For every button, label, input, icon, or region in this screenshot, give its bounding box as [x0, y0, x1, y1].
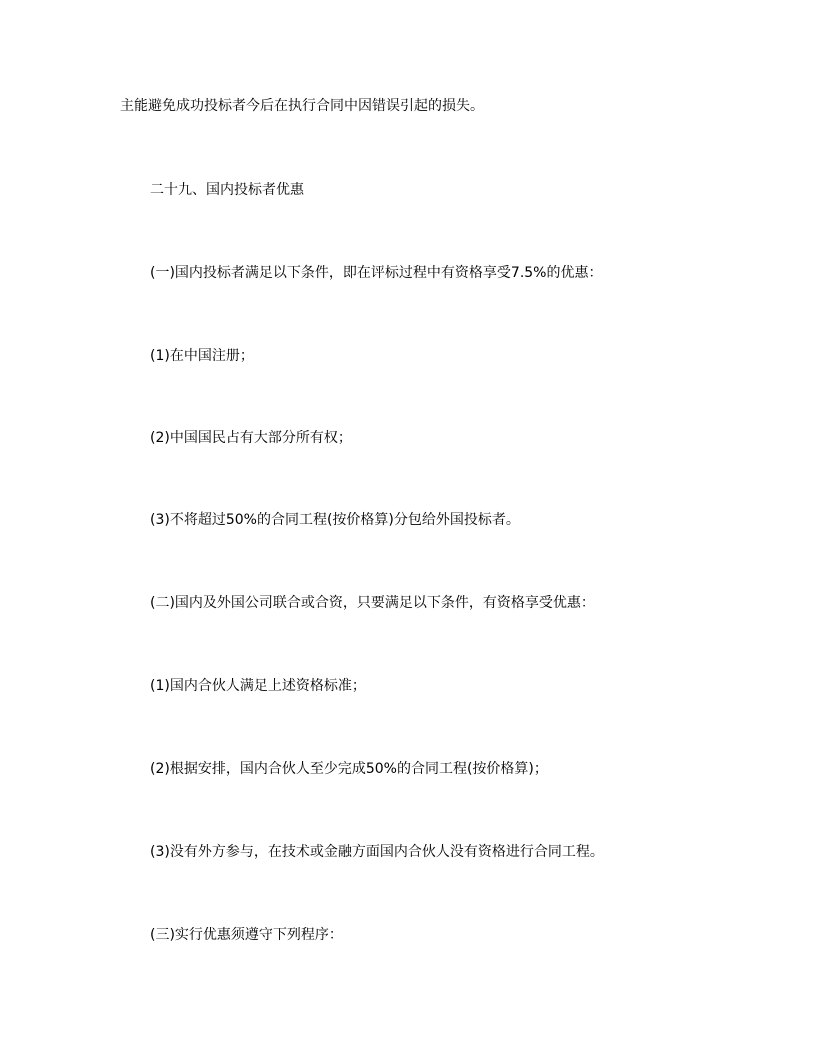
clause-1-item-2: (2)中国国民占有大部分所有权； [150, 430, 352, 446]
clause-1-item-1: (1)在中国注册； [150, 348, 254, 364]
clause-2-item-1: (1)国内合伙人满足上述资格标准； [150, 678, 366, 694]
clause-1: (一)国内投标者满足以下条件，即在评标过程中有资格享受7.5%的优惠： [150, 265, 603, 281]
clause-3: (三)实行优惠须遵守下列程序： [150, 927, 343, 943]
paragraph-continuation: 主能避免成功投标者今后在执行合同中因错误引起的损失。 [120, 98, 484, 114]
clause-2-item-3: (3)没有外方参与，在技术或金融方面国内合伙人没有资格进行合同工程。 [150, 844, 604, 860]
section-heading: 二十九、国内投标者优惠 [150, 182, 304, 198]
clause-2-item-2: (2)根据安排，国内合伙人至少完成50%的合同工程(按价格算)； [150, 761, 548, 777]
clause-1-item-3: (3)不将超过50%的合同工程(按价格算)分包给外国投标者。 [150, 512, 520, 528]
clause-2: (二)国内及外国公司联合或合资，只要满足以下条件，有资格享受优惠： [150, 595, 595, 611]
